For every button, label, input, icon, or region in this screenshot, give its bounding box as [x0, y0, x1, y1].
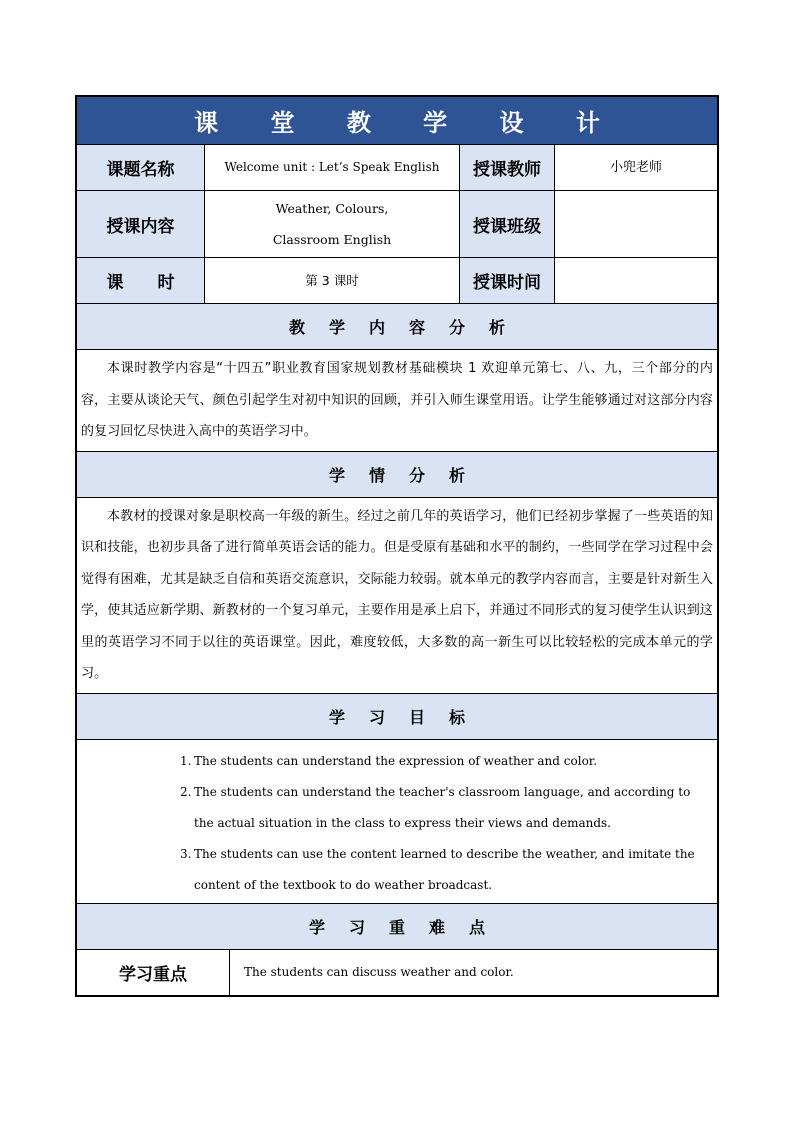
objective-item [77, 777, 717, 839]
objectives-body-row [77, 740, 717, 904]
student-analysis-body-row [77, 498, 717, 694]
objective-item [77, 839, 717, 901]
period-label [77, 258, 205, 303]
content-value-line1: Weather, Colours, [275, 201, 389, 216]
topic-row [77, 145, 717, 191]
content-analysis-body-row [77, 350, 717, 452]
topic-label: 课题名称 [77, 145, 205, 190]
student-analysis-text: 本教材的授课对象是职校高一年级的新生。经过之前几年的英语学习，他们已经初步掌握了一些英语的知识和技能，也初步具备了进行简单英语会话的能力。但是受原有基础和水平的制约，一些同学在学习过程中会觉得有困难，尤其是缺乏自信和英语交流意识，交际能力较弱。就本单元的教学内容而言，主要是针对新生入学，使其适应新学期、新教材的一个复习单元，主要作用是承上启下，并通过不同形式的复习使学生认识到这里的英语学习不同于以往的英语课堂。因此，难度较低，大多数的高一新生可以比较轻松的完成本单元的学习。 [81, 508, 713, 681]
objectives-heading-row [77, 694, 717, 740]
title-row [77, 97, 717, 145]
objective-number: 1. [180, 753, 192, 768]
content-value [205, 191, 460, 257]
time-label: 授课时间 [460, 258, 555, 303]
content-label: 授课内容 [77, 191, 205, 257]
objective-item [77, 746, 717, 777]
objectives-heading: 学习目标 [77, 694, 717, 739]
class-label: 授课班级 [460, 191, 555, 257]
page-title: 课 堂 教 学 设 计 [77, 97, 717, 144]
lesson-plan-table [75, 95, 719, 997]
content-row [77, 191, 717, 258]
objective-number: 2. [180, 784, 192, 799]
objectives-list [77, 740, 717, 903]
student-analysis-heading: 学情分析 [77, 452, 717, 497]
focus-label: 学习重点 [77, 950, 230, 995]
content-analysis-text: 本课时教学内容是“十四五”职业教育国家规划教材基础模块 1 欢迎单元第七、八、九，三个部分的内容，主要从谈论天气、颜色引起学生对初中知识的回顾，并引入师生课堂用语。让学生能够通过对这部分内容的复习回忆尽快进入高中的英语学习中。 [81, 361, 713, 439]
class-value [555, 191, 717, 257]
content-value-line2: Classroom English [272, 232, 392, 247]
objective-text: The students can understand the teacher's classroom language, and according to the actual situation in the class to express their views and demands. [194, 784, 691, 830]
time-value [555, 258, 717, 303]
objective-number: 3. [180, 846, 192, 861]
topic-value: Welcome unit : Let’s Speak English [205, 145, 460, 190]
objective-text: The students can use the content learned to describe the weather, and imitate the content of the textbook to do weather broadcast. [194, 846, 695, 892]
teacher-value: 小兜老师 [609, 160, 662, 175]
objective-text: The students can understand the expression of weather and color. [194, 753, 598, 768]
content-analysis-heading-row [77, 304, 717, 350]
focus-row [77, 950, 717, 995]
student-analysis-heading-row [77, 452, 717, 498]
focus-value: The students can discuss weather and color. [244, 965, 514, 979]
period-value: 第 3 课时 [205, 258, 460, 303]
teacher-label: 授课教师 [460, 145, 555, 190]
period-row [77, 258, 717, 304]
key-points-heading-row [77, 904, 717, 950]
content-analysis-heading: 教学内容分析 [77, 304, 717, 349]
period-label-text: 课 时 [106, 273, 175, 293]
key-points-heading: 学习重难点 [77, 904, 717, 949]
